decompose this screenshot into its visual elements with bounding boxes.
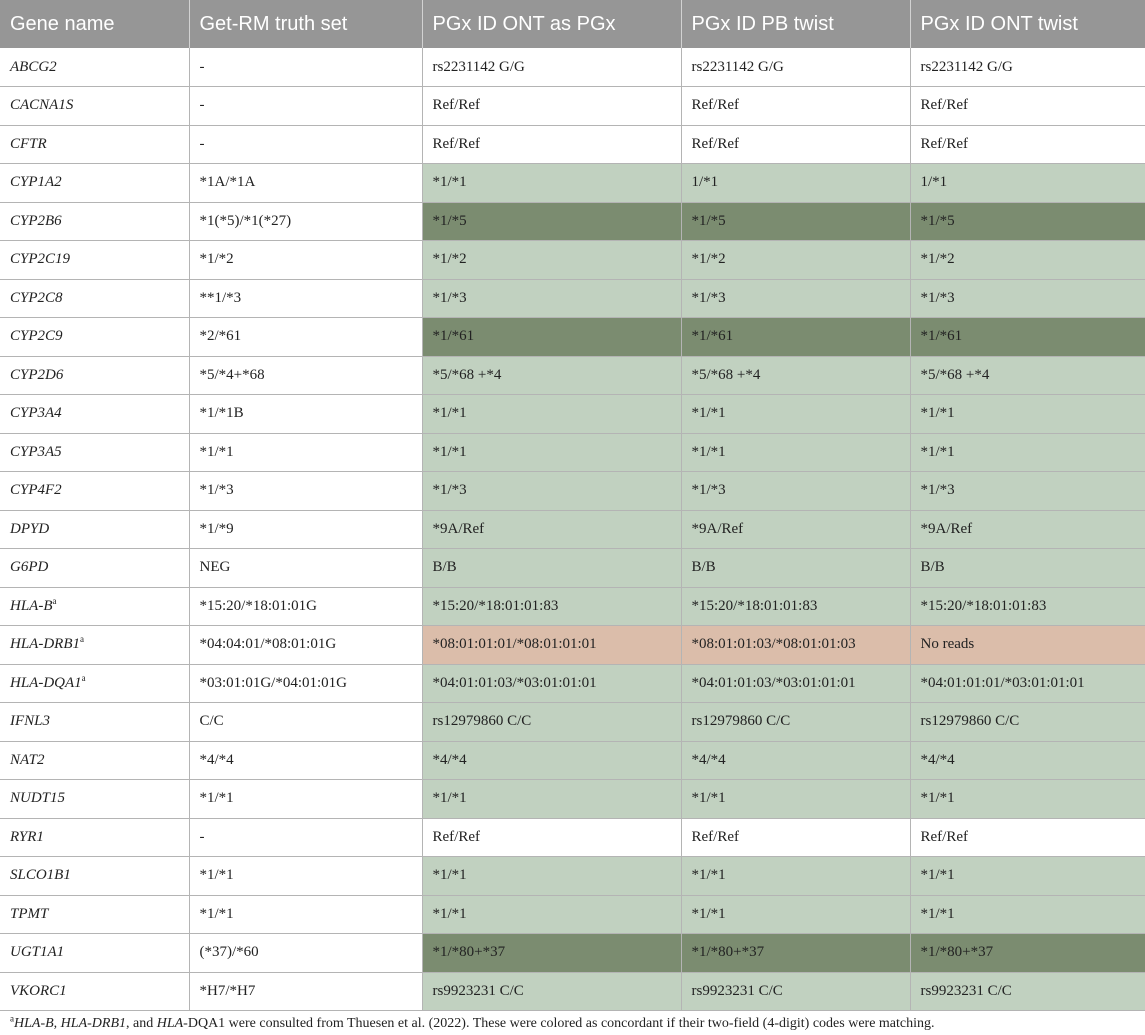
- gene-name-cell: [0, 356, 189, 395]
- truth-set-cell: -: [189, 818, 422, 857]
- gene-name: CFTR: [10, 135, 47, 152]
- ont-as-pgx-cell: Ref/Ref: [422, 87, 681, 126]
- gene-name: CYP2D6: [10, 366, 64, 383]
- header-get-rm-truth-set: Get-RM truth set: [189, 0, 422, 48]
- ont-twist-cell: Ref/Ref: [910, 818, 1145, 857]
- table-header: [0, 0, 1145, 48]
- truth-set-cell: -: [189, 125, 422, 164]
- gene-name: CYP1A2: [10, 174, 62, 191]
- gene-name-cell: [0, 972, 189, 1011]
- table-row: [0, 202, 1145, 241]
- truth-set-cell: *1/*1: [189, 780, 422, 819]
- ont-twist-cell: *5/*68 +*4: [910, 356, 1145, 395]
- ont-as-pgx-cell: rs2231142 G/G: [422, 48, 681, 87]
- footnote-marker: a: [80, 634, 84, 645]
- footnote-gene-1: HLA-B: [14, 1016, 54, 1031]
- pb-twist-cell: *4/*4: [681, 741, 910, 780]
- gene-name: CACNA1S: [10, 97, 74, 114]
- truth-set-cell: *1/*1B: [189, 395, 422, 434]
- table-row: [0, 626, 1145, 665]
- gene-name: G6PD: [10, 559, 49, 576]
- pb-twist-cell: *1/*80+*37: [681, 934, 910, 973]
- truth-set-cell: *1A/*1A: [189, 164, 422, 203]
- table-footnote: [10, 1013, 935, 1032]
- table-row: [0, 818, 1145, 857]
- gene-name-cell: [0, 87, 189, 126]
- ont-twist-cell: *1/*1: [910, 395, 1145, 434]
- pb-twist-cell: rs2231142 G/G: [681, 48, 910, 87]
- truth-set-cell: *1(*5)/*1(*27): [189, 202, 422, 241]
- truth-set-cell: *1/*3: [189, 472, 422, 511]
- table-row: [0, 87, 1145, 126]
- ont-twist-cell: *1/*80+*37: [910, 934, 1145, 973]
- ont-as-pgx-cell: *1/*1: [422, 857, 681, 896]
- pb-twist-cell: Ref/Ref: [681, 125, 910, 164]
- footnote-marker: a: [10, 1013, 14, 1024]
- footnote-gene-3: HLA-: [156, 1016, 188, 1031]
- gene-name-cell: [0, 241, 189, 280]
- truth-set-cell: -: [189, 87, 422, 126]
- gene-name-cell: [0, 472, 189, 511]
- ont-twist-cell: rs2231142 G/G: [910, 48, 1145, 87]
- pb-twist-cell: *9A/Ref: [681, 510, 910, 549]
- ont-twist-cell: No reads: [910, 626, 1145, 665]
- table-body: [0, 48, 1145, 1011]
- ont-twist-cell: *1/*1: [910, 433, 1145, 472]
- table-row: [0, 395, 1145, 434]
- table-row: [0, 510, 1145, 549]
- footnote-marker: a: [52, 595, 57, 606]
- table-row: [0, 664, 1145, 703]
- truth-set-cell: *2/*61: [189, 318, 422, 357]
- ont-twist-cell: Ref/Ref: [910, 87, 1145, 126]
- ont-as-pgx-cell: *1/*1: [422, 164, 681, 203]
- ont-twist-cell: *1/*3: [910, 472, 1145, 511]
- footnote-sep-2: , and: [126, 1016, 157, 1031]
- table-row: [0, 48, 1145, 87]
- truth-set-cell: C/C: [189, 703, 422, 742]
- ont-twist-cell: 1/*1: [910, 164, 1145, 203]
- table-row: [0, 472, 1145, 511]
- table-row: [0, 857, 1145, 896]
- ont-as-pgx-cell: *1/*3: [422, 279, 681, 318]
- gene-name: IFNL3: [10, 713, 51, 730]
- ont-as-pgx-cell: *1/*2: [422, 241, 681, 280]
- pb-twist-cell: *04:01:01:03/*03:01:01:01: [681, 664, 910, 703]
- table-row: [0, 895, 1145, 934]
- truth-set-cell: *04:04:01/*08:01:01G: [189, 626, 422, 665]
- gene-name-cell: [0, 587, 189, 626]
- gene-name: HLA-DQA1: [10, 674, 82, 691]
- pb-twist-cell: 1/*1: [681, 164, 910, 203]
- ont-twist-cell: *1/*1: [910, 780, 1145, 819]
- gene-name: ABCG2: [10, 58, 57, 75]
- pb-twist-cell: B/B: [681, 549, 910, 588]
- footnote-marker: a: [81, 672, 86, 683]
- header-pgx-id-pb-twist: PGx ID PB twist: [681, 0, 910, 48]
- pb-twist-cell: *1/*5: [681, 202, 910, 241]
- gene-name-cell: [0, 780, 189, 819]
- ont-twist-cell: B/B: [910, 549, 1145, 588]
- table-row: [0, 164, 1145, 203]
- ont-as-pgx-cell: *1/*1: [422, 895, 681, 934]
- ont-as-pgx-cell: Ref/Ref: [422, 818, 681, 857]
- ont-as-pgx-cell: *04:01:01:03/*03:01:01:01: [422, 664, 681, 703]
- header-gene-name: Gene name: [0, 0, 189, 48]
- footnote-text: DQA1 were consulted from Thuesen et al. (2022). These were colored as concordant if their two-field (4-digit) codes were matching.: [187, 1016, 935, 1031]
- ont-as-pgx-cell: rs9923231 C/C: [422, 972, 681, 1011]
- pb-twist-cell: *1/*1: [681, 895, 910, 934]
- gene-name-cell: [0, 626, 189, 665]
- gene-name: CYP3A5: [10, 443, 62, 460]
- gene-name-cell: [0, 934, 189, 973]
- pb-twist-cell: *1/*3: [681, 279, 910, 318]
- ont-twist-cell: *1/*1: [910, 895, 1145, 934]
- pb-twist-cell: *1/*1: [681, 857, 910, 896]
- pb-twist-cell: *5/*68 +*4: [681, 356, 910, 395]
- table-row: [0, 356, 1145, 395]
- ont-as-pgx-cell: *1/*5: [422, 202, 681, 241]
- truth-set-cell: *15:20/*18:01:01G: [189, 587, 422, 626]
- gene-name: CYP4F2: [10, 482, 62, 499]
- gene-name-cell: [0, 433, 189, 472]
- ont-as-pgx-cell: *1/*1: [422, 780, 681, 819]
- gene-name: TPMT: [10, 905, 49, 922]
- ont-as-pgx-cell: *5/*68 +*4: [422, 356, 681, 395]
- table-row: [0, 934, 1145, 973]
- ont-twist-cell: *1/*61: [910, 318, 1145, 357]
- gene-name-cell: [0, 895, 189, 934]
- ont-as-pgx-cell: *1/*3: [422, 472, 681, 511]
- table-row: [0, 741, 1145, 780]
- table-row: [0, 279, 1145, 318]
- gene-name: SLCO1B1: [10, 867, 71, 884]
- table-row: [0, 433, 1145, 472]
- truth-set-cell: *1/*1: [189, 433, 422, 472]
- footnote-gene-2: HLA-DRB1: [60, 1016, 126, 1031]
- pb-twist-cell: Ref/Ref: [681, 87, 910, 126]
- ont-as-pgx-cell: *08:01:01:01/*08:01:01:01: [422, 626, 681, 665]
- gene-name: CYP3A4: [10, 405, 62, 422]
- ont-as-pgx-cell: *1/*1: [422, 433, 681, 472]
- truth-set-cell: (*37)/*60: [189, 934, 422, 973]
- gene-name-cell: [0, 202, 189, 241]
- truth-set-cell: *1/*9: [189, 510, 422, 549]
- ont-as-pgx-cell: rs12979860 C/C: [422, 703, 681, 742]
- pb-twist-cell: Ref/Ref: [681, 818, 910, 857]
- ont-twist-cell: *1/*3: [910, 279, 1145, 318]
- pb-twist-cell: *1/*2: [681, 241, 910, 280]
- gene-name: DPYD: [10, 520, 50, 537]
- ont-as-pgx-cell: B/B: [422, 549, 681, 588]
- ont-twist-cell: rs9923231 C/C: [910, 972, 1145, 1011]
- table-row: [0, 318, 1145, 357]
- gene-name: UGT1A1: [10, 944, 65, 961]
- ont-as-pgx-cell: *1/*80+*37: [422, 934, 681, 973]
- truth-set-cell: *4/*4: [189, 741, 422, 780]
- gene-name-cell: [0, 818, 189, 857]
- table-row: [0, 587, 1145, 626]
- table-row: [0, 549, 1145, 588]
- truth-set-cell: *1/*1: [189, 895, 422, 934]
- truth-set-cell: *H7/*H7: [189, 972, 422, 1011]
- gene-name-cell: [0, 741, 189, 780]
- ont-as-pgx-cell: *1/*1: [422, 395, 681, 434]
- gene-name: CYP2C9: [10, 328, 63, 345]
- header-row: [0, 0, 1145, 48]
- ont-twist-cell: *15:20/*18:01:01:83: [910, 587, 1145, 626]
- header-pgx-id-ont-as-pgx: PGx ID ONT as PGx: [422, 0, 681, 48]
- gene-name-cell: [0, 703, 189, 742]
- gene-name-cell: [0, 48, 189, 87]
- gene-name-cell: [0, 549, 189, 588]
- truth-set-cell: **1/*3: [189, 279, 422, 318]
- gene-name-cell: [0, 510, 189, 549]
- ont-as-pgx-cell: *15:20/*18:01:01:83: [422, 587, 681, 626]
- footnote-sep-1: ,: [53, 1016, 61, 1031]
- ont-twist-cell: *1/*5: [910, 202, 1145, 241]
- truth-set-cell: *5/*4+*68: [189, 356, 422, 395]
- pb-twist-cell: *1/*61: [681, 318, 910, 357]
- ont-as-pgx-cell: *1/*61: [422, 318, 681, 357]
- gene-name: RYR1: [10, 828, 44, 845]
- ont-twist-cell: *4/*4: [910, 741, 1145, 780]
- pb-twist-cell: *1/*1: [681, 780, 910, 819]
- gene-name: HLA-DRB1: [10, 636, 80, 653]
- table-row: [0, 972, 1145, 1011]
- table-row: [0, 703, 1145, 742]
- gene-name-cell: [0, 164, 189, 203]
- ont-twist-cell: *04:01:01:01/*03:01:01:01: [910, 664, 1145, 703]
- gene-name: VKORC1: [10, 982, 67, 999]
- truth-set-cell: NEG: [189, 549, 422, 588]
- gene-name-cell: [0, 857, 189, 896]
- gene-name-cell: [0, 318, 189, 357]
- table-row: [0, 780, 1145, 819]
- gene-name: CYP2C19: [10, 251, 71, 268]
- pb-twist-cell: *1/*1: [681, 395, 910, 434]
- ont-as-pgx-cell: Ref/Ref: [422, 125, 681, 164]
- pb-twist-cell: *15:20/*18:01:01:83: [681, 587, 910, 626]
- pb-twist-cell: *1/*3: [681, 472, 910, 511]
- pb-twist-cell: rs12979860 C/C: [681, 703, 910, 742]
- ont-twist-cell: Ref/Ref: [910, 125, 1145, 164]
- gene-name: HLA-B: [10, 597, 53, 614]
- pb-twist-cell: *08:01:01:03/*08:01:01:03: [681, 626, 910, 665]
- ont-twist-cell: *1/*1: [910, 857, 1145, 896]
- gene-name: CYP2B6: [10, 212, 62, 229]
- gene-name-cell: [0, 664, 189, 703]
- ont-as-pgx-cell: *9A/Ref: [422, 510, 681, 549]
- truth-set-cell: *03:01:01G/*04:01:01G: [189, 664, 422, 703]
- gene-name: CYP2C8: [10, 289, 63, 306]
- ont-twist-cell: *9A/Ref: [910, 510, 1145, 549]
- gene-name-cell: [0, 125, 189, 164]
- ont-as-pgx-cell: *4/*4: [422, 741, 681, 780]
- gene-name-cell: [0, 279, 189, 318]
- pb-twist-cell: rs9923231 C/C: [681, 972, 910, 1011]
- pb-twist-cell: *1/*1: [681, 433, 910, 472]
- gene-name: NUDT15: [10, 790, 66, 807]
- truth-set-cell: *1/*2: [189, 241, 422, 280]
- truth-set-cell: -: [189, 48, 422, 87]
- table-row: [0, 241, 1145, 280]
- truth-set-cell: *1/*1: [189, 857, 422, 896]
- ont-twist-cell: *1/*2: [910, 241, 1145, 280]
- gene-name: NAT2: [10, 751, 45, 768]
- table-row: [0, 125, 1145, 164]
- ont-twist-cell: rs12979860 C/C: [910, 703, 1145, 742]
- header-pgx-id-ont-twist: PGx ID ONT twist: [910, 0, 1145, 48]
- gene-name-cell: [0, 395, 189, 434]
